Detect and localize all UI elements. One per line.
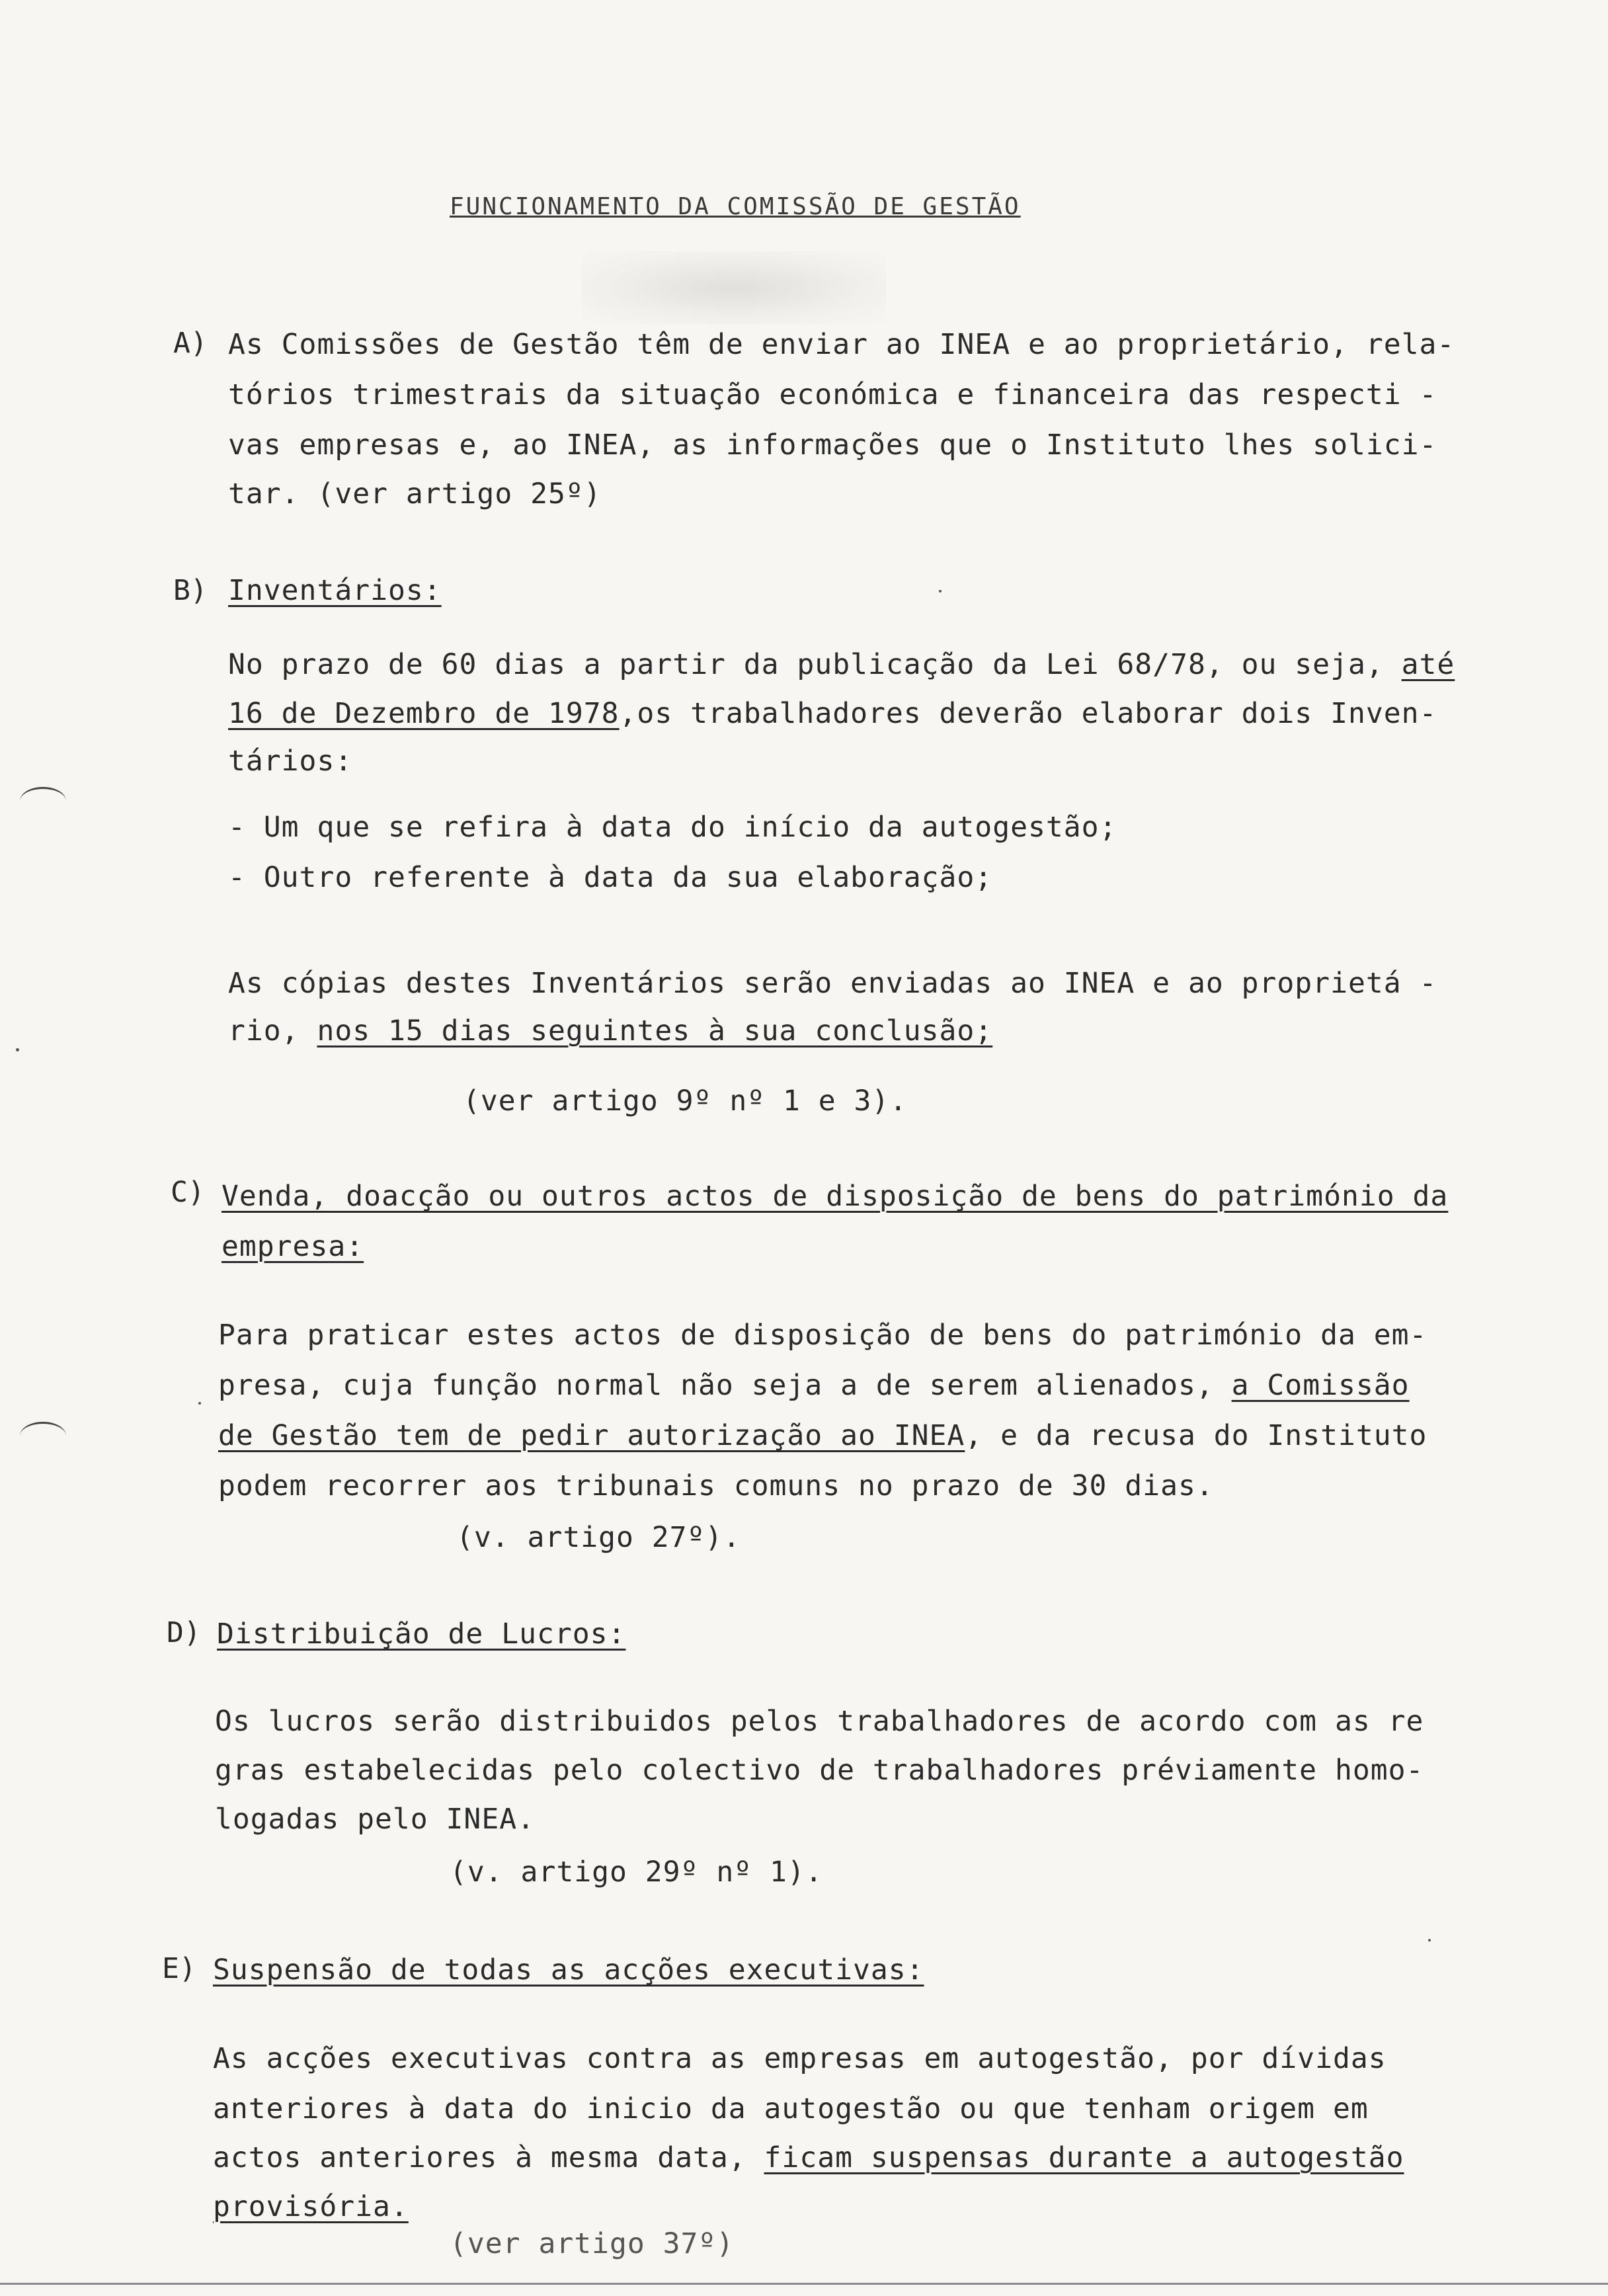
- punch-hole-mark: [20, 1422, 66, 1450]
- section-c-line-2: [218, 1369, 1410, 1402]
- section-e-line-2: anteriores à data do inicio da autogestão ou que tenham origem em: [213, 2092, 1369, 2125]
- section-b-copies-line-2: [228, 1014, 993, 1047]
- section-c-line-3-text: , e da recusa do Instituto: [965, 1419, 1427, 1452]
- section-b-deadline-part-2: 16 de Dezembro de 1978: [228, 697, 620, 730]
- section-b-copies-deadline: nos 15 dias seguintes à sua conclusão;: [317, 1014, 993, 1047]
- section-c-reference: (v. artigo 27º).: [456, 1521, 741, 1554]
- section-e-suspension-part-1: ficam suspensas durante a autogestão: [764, 2141, 1404, 2174]
- section-b-para-line-3: tários:: [228, 745, 353, 778]
- scan-speck: [198, 1402, 201, 1405]
- scan-speck: [939, 590, 942, 593]
- section-b-para-line-2-text: ,os trabalhadores deverão elaborar dois Inven-: [619, 697, 1437, 730]
- section-a-letter: A): [173, 327, 208, 360]
- section-e-line-3-text: actos anteriores à mesma data,: [213, 2141, 764, 2174]
- section-b-deadline-part-1: até: [1401, 648, 1455, 681]
- section-c-authorization-part-2: de Gestão tem de pedir autorização ao INEA: [218, 1419, 965, 1452]
- section-a-line-4: tar. (ver artigo 25º): [228, 477, 602, 511]
- scan-speck: [16, 1048, 19, 1051]
- section-d-line-2: gras estabelecidas pelo colectivo de trabalhadores préviamente homo-: [215, 1754, 1424, 1787]
- section-c-line-4: podem recorrer aos tribunais comuns no prazo de 30 dias.: [218, 1469, 1214, 1502]
- section-b-copies-line-2-text: rio,: [228, 1014, 317, 1047]
- section-a-line-2: tórios trimestrais da situação económica e financeira das respecti -: [228, 378, 1437, 411]
- section-c-line-3: [218, 1419, 1427, 1452]
- document-title: FUNCIONAMENTO DA COMISSÃO DE GESTÃO: [450, 193, 1021, 220]
- section-d-line-3: logadas pelo INEA.: [215, 1803, 535, 1836]
- section-c-heading-line-2: empresa:: [221, 1230, 364, 1263]
- section-c-authorization-part-1: a Comissão: [1231, 1369, 1410, 1402]
- section-b-heading: Inventários:: [228, 574, 442, 607]
- section-b-bullet-2: - Outro referente à data da sua elaboração;: [228, 861, 993, 894]
- section-d-line-1: Os lucros serão distribuidos pelos trabalhadores de acordo com as re: [215, 1705, 1424, 1738]
- section-d-reference: (v. artigo 29º nº 1).: [450, 1856, 823, 1889]
- section-c-line-2-text: presa, cuja função normal não seja a de serem alienados,: [218, 1369, 1232, 1402]
- section-b-copies-line-1: As cópias destes Inventários serão enviadas ao INEA e ao proprietá -: [228, 967, 1437, 1000]
- section-e-line-1: As acções executivas contra as empresas em autogestão, por dívidas: [213, 2042, 1387, 2075]
- section-c-line-1: Para praticar estes actos de disposição de bens do património da em-: [218, 1319, 1427, 1352]
- section-b-para-line-1-text: No prazo de 60 dias a partir da publicação da Lei 68/78, ou seja,: [228, 648, 1402, 681]
- section-b-bullet-1: - Um que se refira à data do início da autogestão;: [228, 811, 1117, 844]
- section-e-reference: (ver artigo 37º): [450, 2227, 735, 2260]
- scan-smudge: [582, 251, 886, 324]
- section-e-suspension-part-2: provisória.: [213, 2190, 409, 2223]
- section-e-line-3: [213, 2141, 1404, 2174]
- punch-hole-mark: [20, 787, 66, 815]
- section-d-heading: Distribuição de Lucros:: [217, 1618, 626, 1651]
- section-b-para-line-1: [228, 648, 1455, 681]
- scan-speck: [1428, 1939, 1431, 1942]
- section-e-letter: E): [162, 1952, 196, 1985]
- section-c-heading-line-1: Venda, doacção ou outros actos de disposição de bens do património da: [221, 1180, 1449, 1213]
- section-e-heading: Suspensão de todas as acções executivas:: [213, 1953, 924, 1987]
- section-b-reference: (ver artigo 9º nº 1 e 3).: [463, 1085, 908, 1118]
- section-b-letter: B): [173, 574, 208, 607]
- section-d-letter: D): [167, 1616, 201, 1649]
- section-c-letter: C): [171, 1176, 205, 1209]
- section-a-line-3: vas empresas e, ao INEA, as informações que o Instituto lhes solici-: [228, 429, 1437, 462]
- section-b-para-line-2: [228, 697, 1437, 730]
- section-a-line-1: As Comissões de Gestão têm de enviar ao INEA e ao proprietário, rela-: [228, 328, 1455, 361]
- bottom-edge-line: [0, 2283, 1608, 2285]
